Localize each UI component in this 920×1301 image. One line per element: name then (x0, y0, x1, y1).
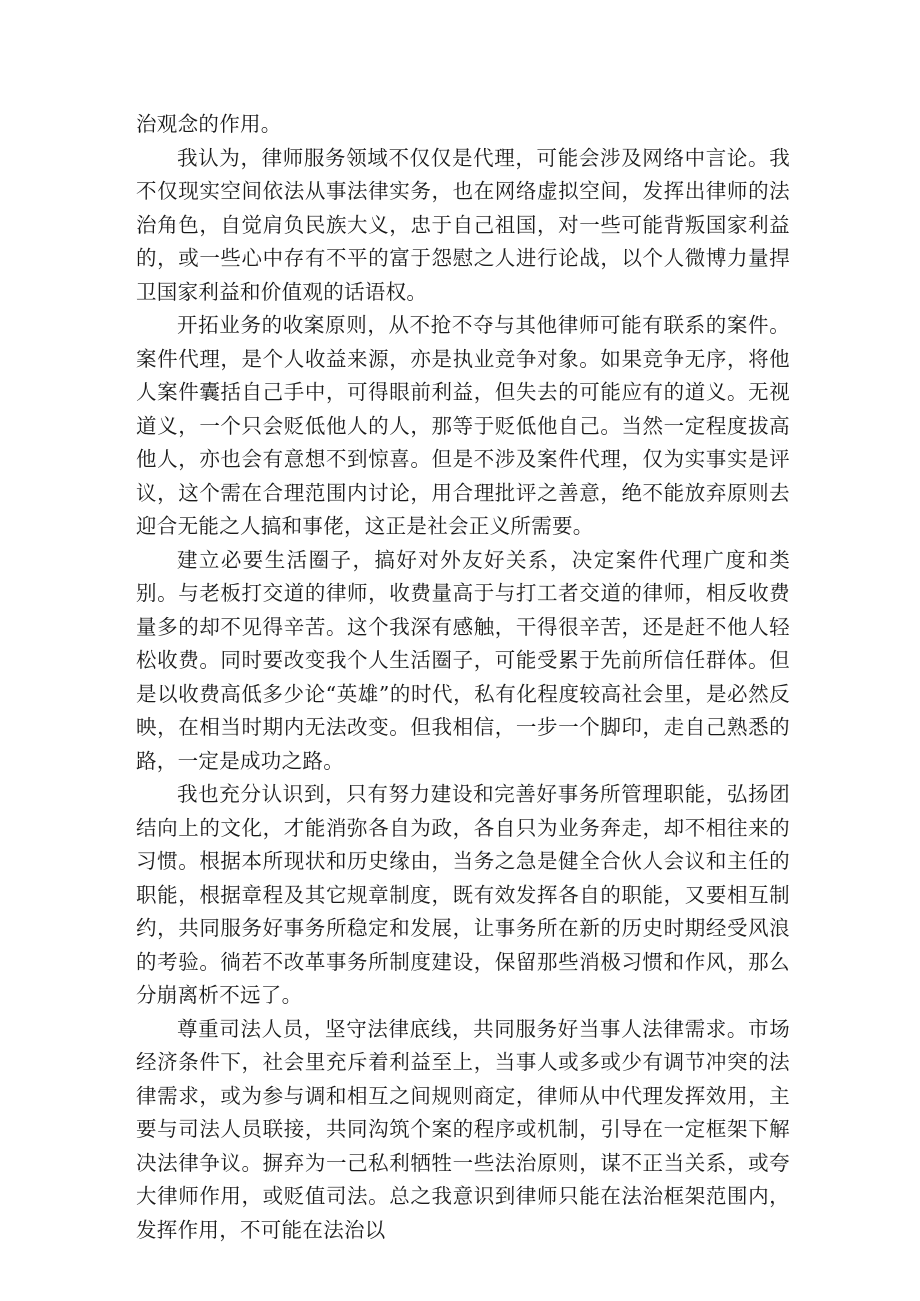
paragraph-online-speech: 我认为，律师服务领域不仅仅是代理，可能会涉及网络中言论。我不仅现实空间依法从事法律实务，也在网络虚拟空间，发挥出律师的法治角色，自觉肩负民族大义，忠于自己祖国，对一些可能背叛国家利益的，或一些心中存有不平的富于怨慰之人进行论战，以个人微博力量捍卫国家利益和价值观的话语权。 (136, 145, 790, 304)
paragraph-continuation: 治观念的作用。 (136, 112, 282, 136)
document-body (136, 108, 790, 1247)
paragraph-case-acceptance: 开拓业务的收案原则，从不抢不夺与其他律师可能有联系的案件。案件代理，是个人收益来源，亦是执业竞争对象。如果竞争无序，将他人案件囊括自己手中，可得眼前利益，但失去的可能应有的道义。无视道义，一个只会贬低他人的人，那等于贬低他自己。当然一定程度拔高他人，亦也会有意想不到惊喜。但是不涉及案件代理，仅为实事实是评议，这个需在合理范围内讨论，用合理批评之善意，绝不能放弃原则去迎合无能之人搞和事佬，这正是社会正义所需要。 (136, 313, 790, 538)
paragraph-judicial-respect: 尊重司法人员，坚守法律底线，共同服务好当事人法律需求。市场经济条件下，社会里充斥着利益至上，当事人或多或少有调节冲突的法律需求，或为参与调和相互之间规则商定，律师从中代理发挥效用，主要与司法人员联接，共同沟筑个案的程序或机制，引导在一定框架下解决法律争议。摒弃为一己私利牺牲一些法治原则，谋不正当关系，或夸大律师作用，或贬值司法。总之我意识到律师只能在法治框架范围内，发挥作用，不可能在法治以 (136, 1016, 790, 1242)
paragraph-firm-management: 我也充分认识到，只有努力建设和完善好事务所管理职能，弘扬团结向上的文化，才能消弥各自为政，各自只为业务奔走，却不相往来的习惯。根据本所现状和历史缘由，当务之急是健全合伙人会议和主任的职能，根据章程及其它规章制度，既有效发挥各自的职能，又要相互制约，共同服务好事务所稳定和发展，让事务所在新的历史时期经受风浪的考验。徜若不改革事务所制度建设，保留那些消极习惯和作风，那么分崩离析不远了。 (136, 782, 790, 1007)
paragraph-social-circle: 建立必要生活圈子，搞好对外友好关系，决定案件代理广度和类别。与老板打交道的律师，收费量高于与打工者交道的律师，相反收费量多的却不见得辛苦。这个我深有感触，干得很辛苦，还是赶不他人轻松收费。同时要改变我个人生活圈子，可能受累于先前所信任群体。但是以收费高低多少论“英雄”的时代，私有化程度较高社会里，是必然反映，在相当时期内无法改变。但我相信，一步一个脚印，走自己熟悉的路，一定是成功之路。 (136, 547, 790, 773)
